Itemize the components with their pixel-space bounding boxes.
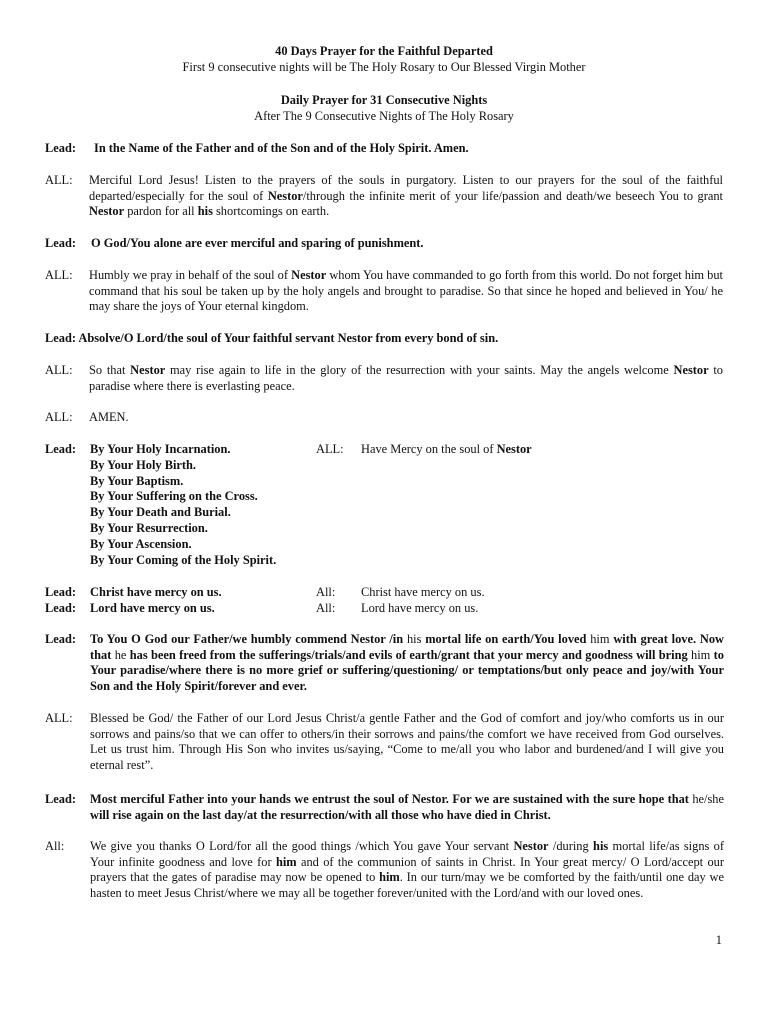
speaker-label: Lead: [45, 236, 76, 250]
document-title: 40 Days Prayer for the Faithful Departed [275, 44, 493, 58]
speaker-label: Lead: [45, 141, 76, 155]
speaker-label: All: [45, 839, 65, 853]
mercy-lead-label-2: Lead: [45, 601, 76, 615]
litany-item: By Your Holy Birth. [90, 457, 197, 472]
speaker-label: Lead: [45, 792, 76, 806]
prayer-text: So that Nestor may rise again to life in the glory of the resurrection with your saints. May the angels welcome Nestor to paradise where there is everlasting peace. [89, 363, 723, 393]
mercy-lead-label: Lead: [45, 585, 76, 599]
prayer-text: Merciful Lord Jesus! Listen to the prayers of the souls in purgatory. Listen to our prayers for the soul of the faithful departed/especially for the soul of Nestor/through the infinite merit of your life/passion and death/we beseech You to grant Nestor pardon for all his shortcomings on earth. [89, 173, 723, 219]
speaker-label: ALL: [45, 711, 73, 725]
speaker-label: Lead: [45, 632, 76, 646]
prayer-text: Humbly we pray in behalf of the soul of Nestor whom You have commanded to go forth from this world. Do not forget him but command that his soul be taken up by the holy angels and brought to paradise. So that since he hoped and believed in You/ he may share the joys of Your eternal kingdom. [89, 268, 724, 314]
speaker-label: ALL: [45, 173, 73, 187]
litany-item: By Your Baptism. [90, 473, 184, 488]
litany-item: By Your Suffering on the Cross. [90, 489, 258, 504]
prayer-text: AMEN. [89, 410, 129, 424]
prayer-text: In the Name of the Father and of the Son and of the Holy Spirit. Amen. [94, 141, 469, 155]
speaker-label: ALL: [316, 442, 344, 456]
deceased-name: Nestor [496, 442, 532, 456]
litany-response: ALL: Have Mercy on the soul of Nestor [316, 442, 532, 456]
mercy-all-line-2: All: Lord have mercy on us. [316, 601, 479, 615]
section-title: Daily Prayer for 31 Consecutive Nights [280, 93, 488, 107]
mercy-lead-line-2: Lord have mercy on us. [90, 601, 215, 615]
litany-item: By Your Coming of the Holy Spirit. [90, 552, 277, 567]
prayer-text: Blessed be God/ the Father of our Lord Jesus Christ/a gentle Father and the God of comfort and joy/who comforts us in our sorrows and pains/so that we can offer to others/in their sorrows and pains/the comfort we have received from God ourselves. Let us trust him. Through His Son who invites us/saying, “Come to me/all you who labor and burdened/and I will give you eternal rest”. [90, 711, 724, 772]
speaker-label: ALL: [45, 410, 73, 424]
prayer-text: We give you thanks O Lord/for all the good things /which You gave Your servant Nestor /during his mortal life/as signs of Your infinite goodness and love for him and of the communion of saints in Christ. In Your great mercy/ O Lord/accept our prayers that the gates of paradise may now be opened to him. In our turn/may we be comforted by the faith/until one day we hasten to meet Jesus Christ/where we may all be together forever/united with the Lord/and with our loved ones. [90, 839, 725, 900]
speaker-label: ALL: [45, 363, 73, 377]
litany-list [90, 442, 320, 568]
prayer-text: To You O God our Father/we humbly commend Nestor /in his mortal life on earth/You loved him with great love. Now that he has been freed from the sufferings/trials/and evils of earth/grant that your mercy and goodness will bring him to Your paradise/where there is no more grief or suffering/questioning/ or temptations/but only peace and joy/with Your Son and the Holy Spirit/forever and ever. [90, 632, 724, 693]
litany-item: By Your Resurrection. [90, 520, 208, 535]
litany-lead-label: Lead: [45, 442, 76, 456]
section-subtitle: After The 9 Consecutive Nights of The Holy Rosary [254, 109, 514, 123]
litany-item: By Your Ascension. [90, 536, 192, 551]
mercy-lead-line-1: Christ have mercy on us. [90, 585, 222, 599]
prayer-text: O God/You alone are ever merciful and sparing of punishment. [91, 236, 424, 250]
prayer-lead-absolve: Lead: Absolve/O Lord/the soul of Your faithful servant Nestor from every bond of sin. [45, 331, 499, 345]
prayer-text: Most merciful Father into your hands we entrust the soul of Nestor. For we are sustained with the sure hope that he/she will rise again on the last day/at the resurrection/with all those who have died in Christ. [90, 792, 724, 822]
speaker-label: ALL: [45, 268, 73, 282]
page-number: 1 [715, 933, 722, 947]
litany-item: By Your Holy Incarnation. [90, 442, 231, 456]
litany-item: By Your Death and Burial. [90, 505, 231, 520]
mercy-all-line-1: All: Christ have mercy on us. [316, 585, 485, 599]
document-subtitle: First 9 consecutive nights will be The Holy Rosary to Our Blessed Virgin Mother [182, 60, 586, 74]
